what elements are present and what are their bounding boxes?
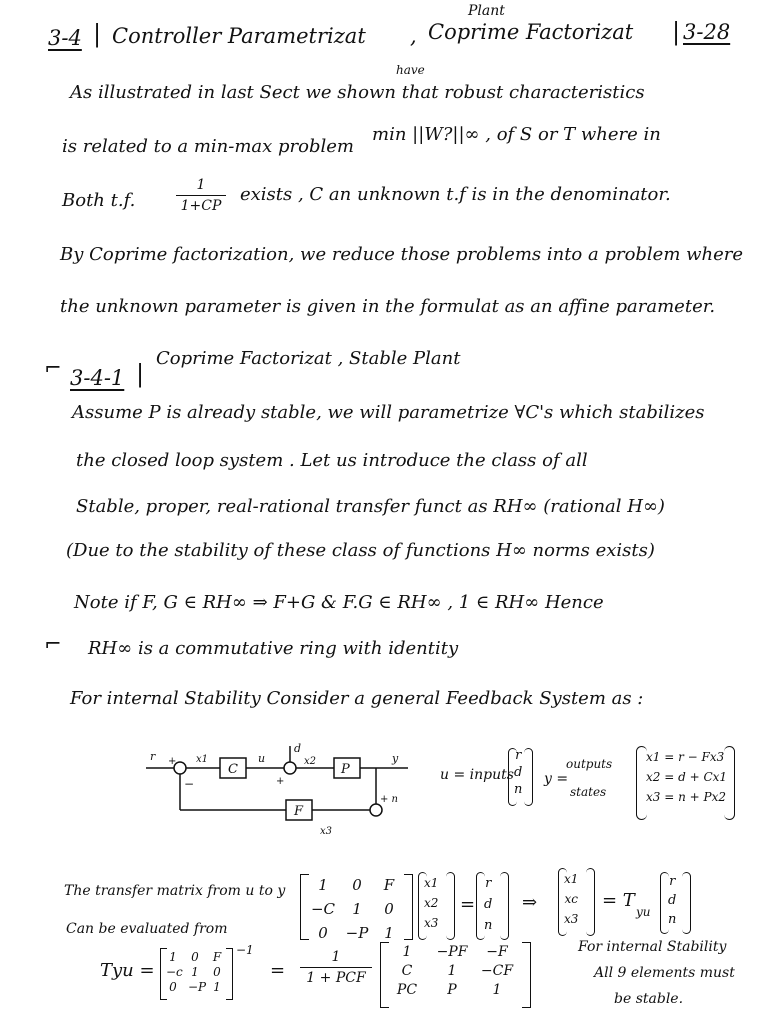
x2-vec-3: x3 [564,912,579,926]
t-subscript: yu [636,905,651,919]
x-vector [420,876,442,930]
label-x3: x3 [320,826,333,837]
inv-22: 1 [191,965,199,979]
x-vec-1: x1 [424,876,439,890]
tyu-fraction-numerator: 1 [331,949,341,965]
inv-11: 1 [169,950,177,964]
r-vector-2 [664,874,680,927]
fraction-bar [176,195,226,196]
u-vec-right-paren [524,748,533,806]
a-11: 1 [318,876,328,894]
inv-matrix-right-bracket [226,948,233,1000]
label-plus-2: + [276,776,285,787]
a-13: F [383,876,395,894]
state-eq-2: x2 = d + Cx1 [646,770,728,784]
intro-line-3a: Both t.f. [62,190,136,211]
x-vec-2: x2 [424,896,439,910]
stability-note-1: For internal Stability [578,939,727,955]
summer-2 [284,762,296,774]
inv-32: −P [188,980,207,994]
fraction-numerator: 1 [196,177,206,193]
u-vec-n: n [514,782,523,797]
state-eq-3: x3 = n + Px2 [646,790,726,804]
label-f: F [294,804,304,819]
r-vec-right-paren [500,872,509,940]
plant-note: Plant [468,3,505,19]
res-21: C [401,963,413,979]
state-equations [642,750,731,804]
paragraph-line-4: (Due to the stability of these class of functions H∞ norms exists) [66,540,655,561]
a-33: 1 [384,924,394,942]
label-x2: x2 [304,756,317,767]
paragraph-line-5: Note if F, G ∈ RH∞ ⇒ F+G & F.G ∈ RH∞ , 1 ∈ RH∞ Hence [74,592,604,613]
stability-note-2: All 9 elements must [594,965,735,981]
subsection-title: Coprime Factorizat , Stable Plant [156,348,461,369]
tyu-fraction-denominator: 1 + PCF [306,970,366,986]
paragraph-line-2: the closed loop system . Let us introduce the class of all [76,450,588,471]
have-note: have [396,63,425,77]
intro-line-1: As illustrated in last Sect we shown that robust characteristics [70,82,645,103]
x-vec-3: x3 [424,916,439,930]
margin-mark: ⌐ [44,356,62,380]
paragraph-line-3: Stable, proper, real-rational transfer funct as RH∞ (rational H∞) [76,496,665,517]
subsection-number: 3-4-1 [70,366,125,390]
matrix-a-right-bracket [404,874,413,940]
inv-31: 0 [169,980,177,994]
res-23: −CF [480,963,514,979]
page-number: 3-28 [683,20,731,44]
x2-vec-2: xc [564,892,578,906]
transfer-text-2: Can be evaluated from [66,921,228,937]
res-31: PC [396,982,418,998]
inv-33: 1 [213,980,221,994]
res-13: −F [486,944,508,960]
margin-mark-2: ⌐ [44,632,62,656]
result-matrix [386,944,518,998]
summer-3 [370,804,382,816]
y-label-top: outputs [566,757,613,771]
label-p: P [341,762,350,777]
label-y: y [392,752,399,765]
u-label: u = inputs [440,767,514,783]
r2-vec-2: d [668,893,677,908]
res-32: P [447,982,457,998]
tyu-equals: = [270,960,286,981]
res-22: 1 [447,963,457,979]
res-11: 1 [402,944,412,960]
y-label: y = [544,771,569,787]
res-12: −PF [436,944,468,960]
transfer-text-1: The transfer matrix from u to y [64,883,286,899]
intro-line-5: the unknown parameter is given in the formulat as an affine parameter. [60,296,716,317]
header-comma: , [410,24,417,48]
r-vector [480,876,496,933]
x2-vec-1: x1 [564,872,579,886]
tyu-fraction [300,950,372,985]
label-c: C [228,762,238,777]
a-31: 0 [318,924,328,942]
inv-13: F [212,950,222,964]
res-33: 1 [492,982,502,998]
paragraph-line-6: RH∞ is a commutative ring with identity [88,638,459,659]
label-r: r [150,750,156,763]
page-bracket: | [672,18,681,46]
label-x1: x1 [196,754,209,765]
label-plus-1: + [168,756,177,767]
tyu-fraction-bar [300,967,372,968]
u-vec-r: r [515,748,522,763]
inv-matrix [162,950,228,994]
intro-line-4: By Coprime factorization, we reduce those problems into a problem where [60,244,744,265]
t-label: = T [602,890,635,911]
subsection-divider: | [136,360,145,388]
r2-vec-3: n [668,912,677,927]
header-title-b: Coprime Factorizat [428,20,634,44]
intro-line-3b: exists , C an unknown t.f is in the denominator. [240,184,671,205]
state-eq-1: x1 = r − Fx3 [646,750,725,764]
section-number: 3-4 [48,26,82,50]
inv-23: 0 [213,965,221,979]
label-minus: − [184,777,195,791]
paragraph-line-1: Assume P is already stable, we will parametrize ∀C's which stabilizes [72,402,705,423]
res-matrix-right-bracket [522,942,531,1008]
a-22: 1 [352,900,362,918]
fraction-denominator: 1+CP [180,198,222,214]
inv-21: −c [166,965,183,979]
stability-note-3: be stable. [614,991,684,1007]
intro-fraction [176,178,226,213]
r2-vec-1: r [669,874,676,889]
implies-arrow: ⇒ [522,892,538,913]
header-title-a: Controller Parametrizat [112,24,366,48]
r-vec-2: d [484,897,493,912]
divider-bar: | [93,20,102,48]
tyu-lhs: Tyu = [100,960,155,981]
x-vector-2 [560,872,582,926]
x2-vec-right-paren [586,868,595,936]
r-vec-1: r [485,876,492,891]
a-21: −C [310,900,336,918]
a-23: 0 [384,900,394,918]
r-vec-3: n [484,918,493,933]
a-12: 0 [352,876,362,894]
feedback-block-diagram [140,740,420,840]
intro-line-2a: is related to a min-max problem [62,136,354,157]
x-vec-right-paren [446,872,455,940]
label-u: u [258,752,266,765]
label-n: + n [380,794,398,805]
y-label-bottom: states [570,785,607,799]
label-d: d [294,742,302,755]
u-vec-d: d [514,765,523,780]
equals-1: = [460,894,476,915]
intro-line-2b: min ||W?||∞ , of S or T where in [372,124,661,145]
state-right-paren [724,746,735,820]
paragraph-line-7: For internal Stability Consider a general Feedback System as : [70,688,644,709]
a-32: −P [345,924,369,942]
r2-vec-right-paren [682,872,691,934]
inv-12: 0 [191,950,199,964]
matrix-a [306,876,404,942]
inverse-exponent: −1 [236,943,254,957]
